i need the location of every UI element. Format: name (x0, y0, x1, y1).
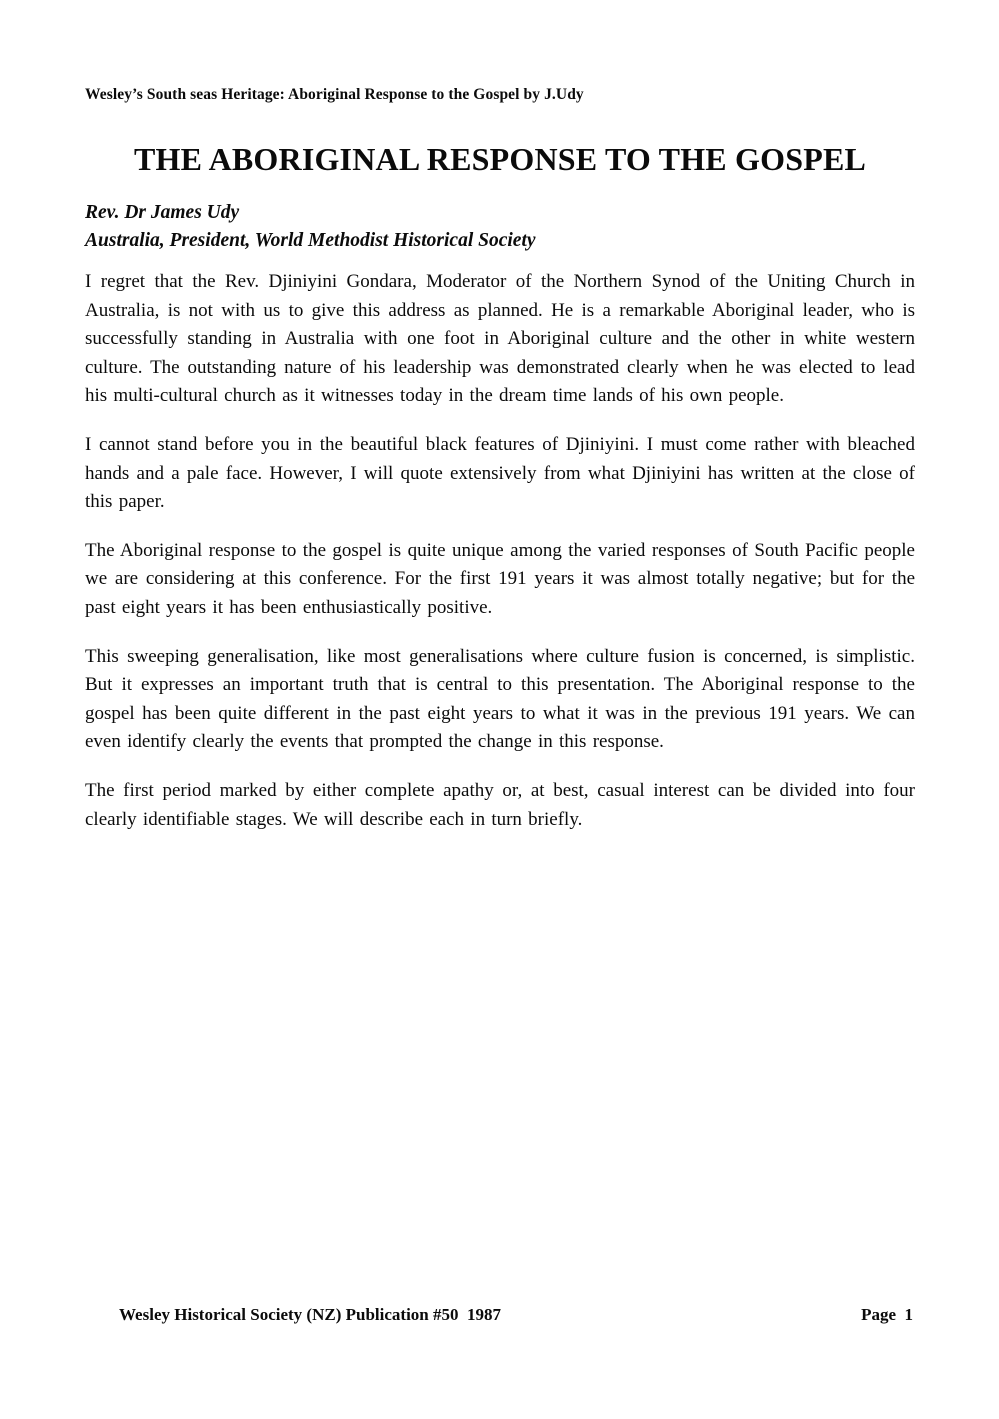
running-header: Wesley’s South seas Heritage: Aboriginal Response to the Gospel by J.Udy (85, 86, 584, 103)
body-paragraph: The Aboriginal response to the gospel is quite unique among the varied responses of South Pacific people we are considering at this conference. For the first 191 years it was almost totally negative; but for the past eight years it has been enthusiastically positive. (85, 539, 915, 618)
footer-publication-label: Wesley Historical Society (NZ) Publication #50 1987 (119, 1305, 501, 1324)
page-content (85, 86, 915, 834)
body-paragraph: The first period marked by either complete apathy or, at best, casual interest can be divided into four clearly identifiable stages. We will describe each in turn briefly. (85, 779, 915, 830)
author-block (85, 199, 915, 255)
author-affiliation: Australia, President, World Methodist Historical Society (85, 230, 536, 251)
footer-page-number: Page 1 (861, 1305, 913, 1324)
document-title: THE ABORIGINAL RESPONSE TO THE GOSPEL (133, 141, 867, 177)
author-name: Rev. Dr James Udy (85, 202, 240, 223)
body-paragraph: I regret that the Rev. Djiniyini Gondara, Moderator of the Northern Synod of the Uniting Church in Australia, is not with us to give this address as planned. He is a remarkable Aboriginal leader, who is successfully standing in Australia with one foot in Aboriginal culture and the other in white western culture. The outstanding nature of his leadership was demonstrated clearly when he was elected to lead his multi-cultural church as it witnesses today in the dream time lands of his own people. (85, 271, 915, 407)
body-paragraph: I cannot stand before you in the beautiful black features of Djiniyini. I must come rather with bleached hands and a pale face. However, I will quote extensively from what Djiniyini has written at the close of this paper. (85, 433, 915, 513)
body-text (85, 268, 915, 834)
body-paragraph: This sweeping generalisation, like most generalisations where culture fusion is concerned, is simplistic. But it expresses an important truth that is central to this presentation. The Aboriginal response to the gospel has been quite different in the past eight years to what it was in the previous 191 years. We can even identify clearly the events that prompted the change in this response. (85, 645, 915, 753)
